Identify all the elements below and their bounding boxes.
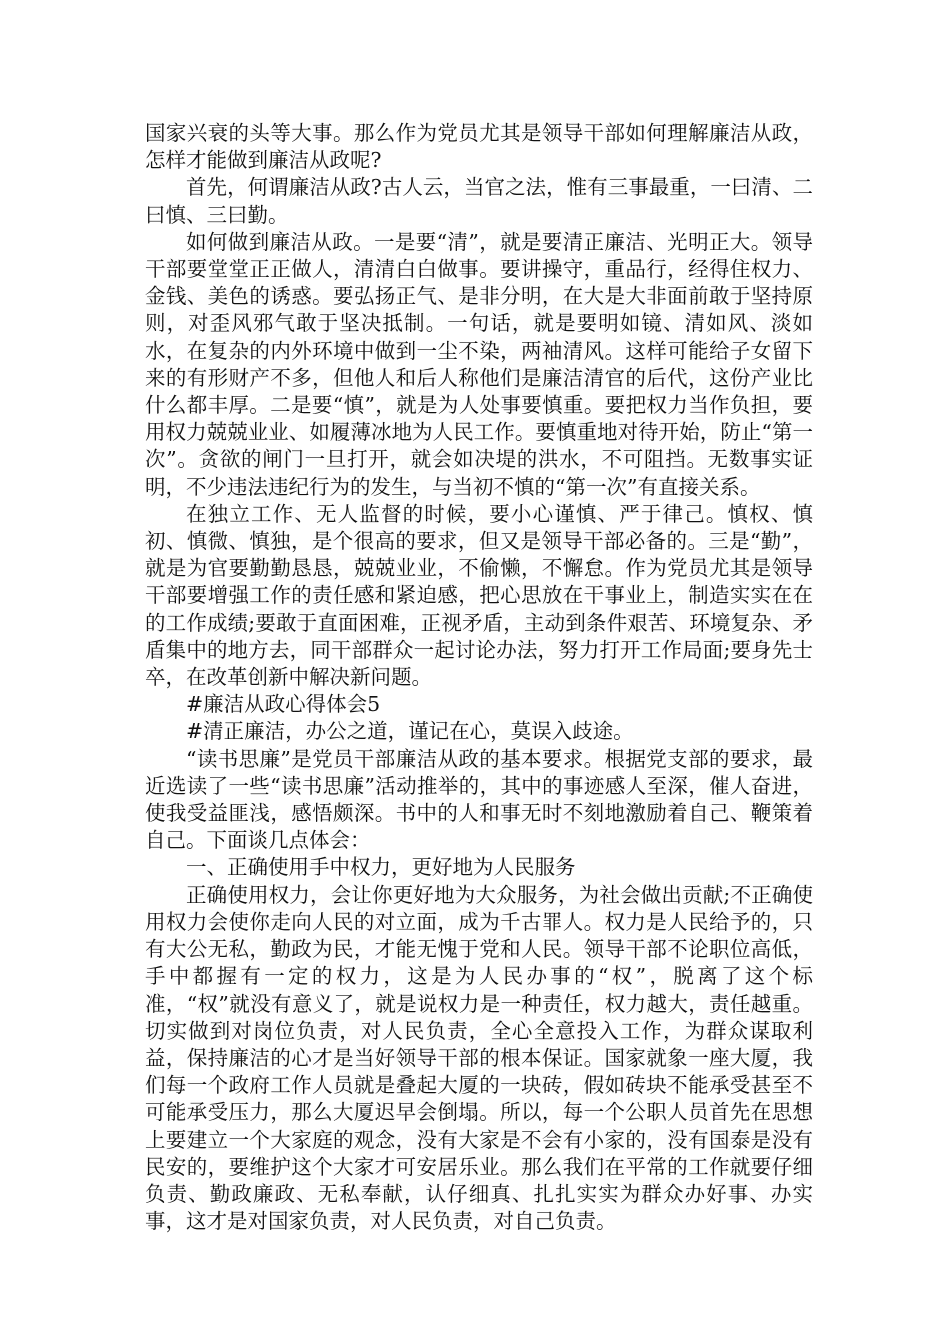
paragraph-diligence: 在独立工作、无人监督的时候，要小心谨慎、严于律己。慎权、慎初、慎微、慎独，是个很高的要求，但又是领导干部必备的。三是“勤”，就是为官要勤勤恳恳，兢兢业业，不偷懒，不懈怠。作为党员尤其是领导干部要增强工作的责任感和紧迫感，把心思放在干事业上，制造实实在在的工作成绩;要敢于直面困难，正视矛盾，主动到条件艰苦、环境复杂、矛盾集中的地方去，同干部群众一起讨论办法，努力打开工作局面;要身先士卒，在改革创新中解决新问题。 bbox=[145, 501, 813, 690]
paragraph-reading-introduction: “读书思廉”是党员干部廉洁从政的基本要求。根据党支部的要求，最近选读了一些“读书思廉”活动推举的，其中的事迹感人至深，催人奋进，使我受益匪浅，感悟颇深。书中的人和事无时不刻地激励着自己、鞭策着自己。下面谈几点体会： bbox=[145, 746, 813, 853]
paragraph-definition: 首先，何谓廉洁从政?古人云，当官之法，惟有三事最重，一曰清、二曰慎、三曰勤。 bbox=[145, 175, 813, 227]
paragraph-use-of-power: 正确使用权力，会让你更好地为大众服务，为社会做出贡献;不正确使用权力会使你走向人民的对立面，成为千古罪人。权力是人民给予的，只有大公无私，勤政为民，才能无愧于党和人民。领导干部不论职位高低，手中都握有一定的权力，这是为人民办事的“权”，脱离了这个标准，“权”就没有意义了，就是说权力是一种责任，权力越大，责任越重。切实做到对岗位负责，对人民负责，全心全意投入工作，为群众谋取利益，保持廉洁的心才是当好领导干部的根本保证。国家就象一座大厦，我们每一个政府工作人员就是叠起大厦的一块砖，假如砖块不能承受甚至不可能承受压力，那么大厦迟早会倒塌。所以，每一个公职人员首先在思想上要建立一个大家庭的观念，没有大家是不会有小家的，没有国泰是没有民安的，要维护这个大家才可安居乐业。那么我们在平常的工作就要仔细负责、勤政廉政、无私奉献，认仔细真、扎扎实实为群众办好事、办实事，这才是对国家负责，对人民负责，对自己负责。 bbox=[145, 882, 813, 1234]
document-body bbox=[145, 120, 813, 1235]
paragraph-continuation: 国家兴衰的头等大事。那么作为党员尤其是领导干部如何理解廉洁从政，怎样才能做到廉洁从政呢? bbox=[145, 121, 813, 173]
section-motto: #清正廉洁，办公之道，谨记在心，莫误入歧途。 bbox=[186, 719, 634, 744]
paragraph-clean-and-careful: 如何做到廉洁从政。一是要“清”，就是要清正廉洁、光明正大。领导干部要堂堂正正做人，清清白白做事。要讲操守，重品行，经得住权力、金钱、美色的诱惑。要弘扬正气、是非分明，在大是大非面前敢于坚持原则，对歪风邪气敢于坚决抵制。一句话，就是要明如镜、清如风、淡如水，在复杂的内外环境中做到一尘不染，两袖清风。这样可能给子女留下来的有形财产不多，但他人和后人称他们是廉洁清官的后代，这份产业比什么都丰厚。二是要“慎”，就是为人处事要慎重。要把权力当作负担，要用权力兢兢业业、如履薄冰地为人民工作。要慎重地对待开始，防止“第一次”。贪欲的闸门一旦打开，就会如决堤的洪水，不可阻挡。无数事实证明，不少违法违纪行为的发生，与当初不慎的“第一次”有直接关系。 bbox=[145, 229, 813, 499]
section-heading: #廉洁从政心得体会5 bbox=[186, 692, 381, 717]
subheading-use-of-power: 一、正确使用手中权力，更好地为人民服务 bbox=[186, 855, 576, 880]
